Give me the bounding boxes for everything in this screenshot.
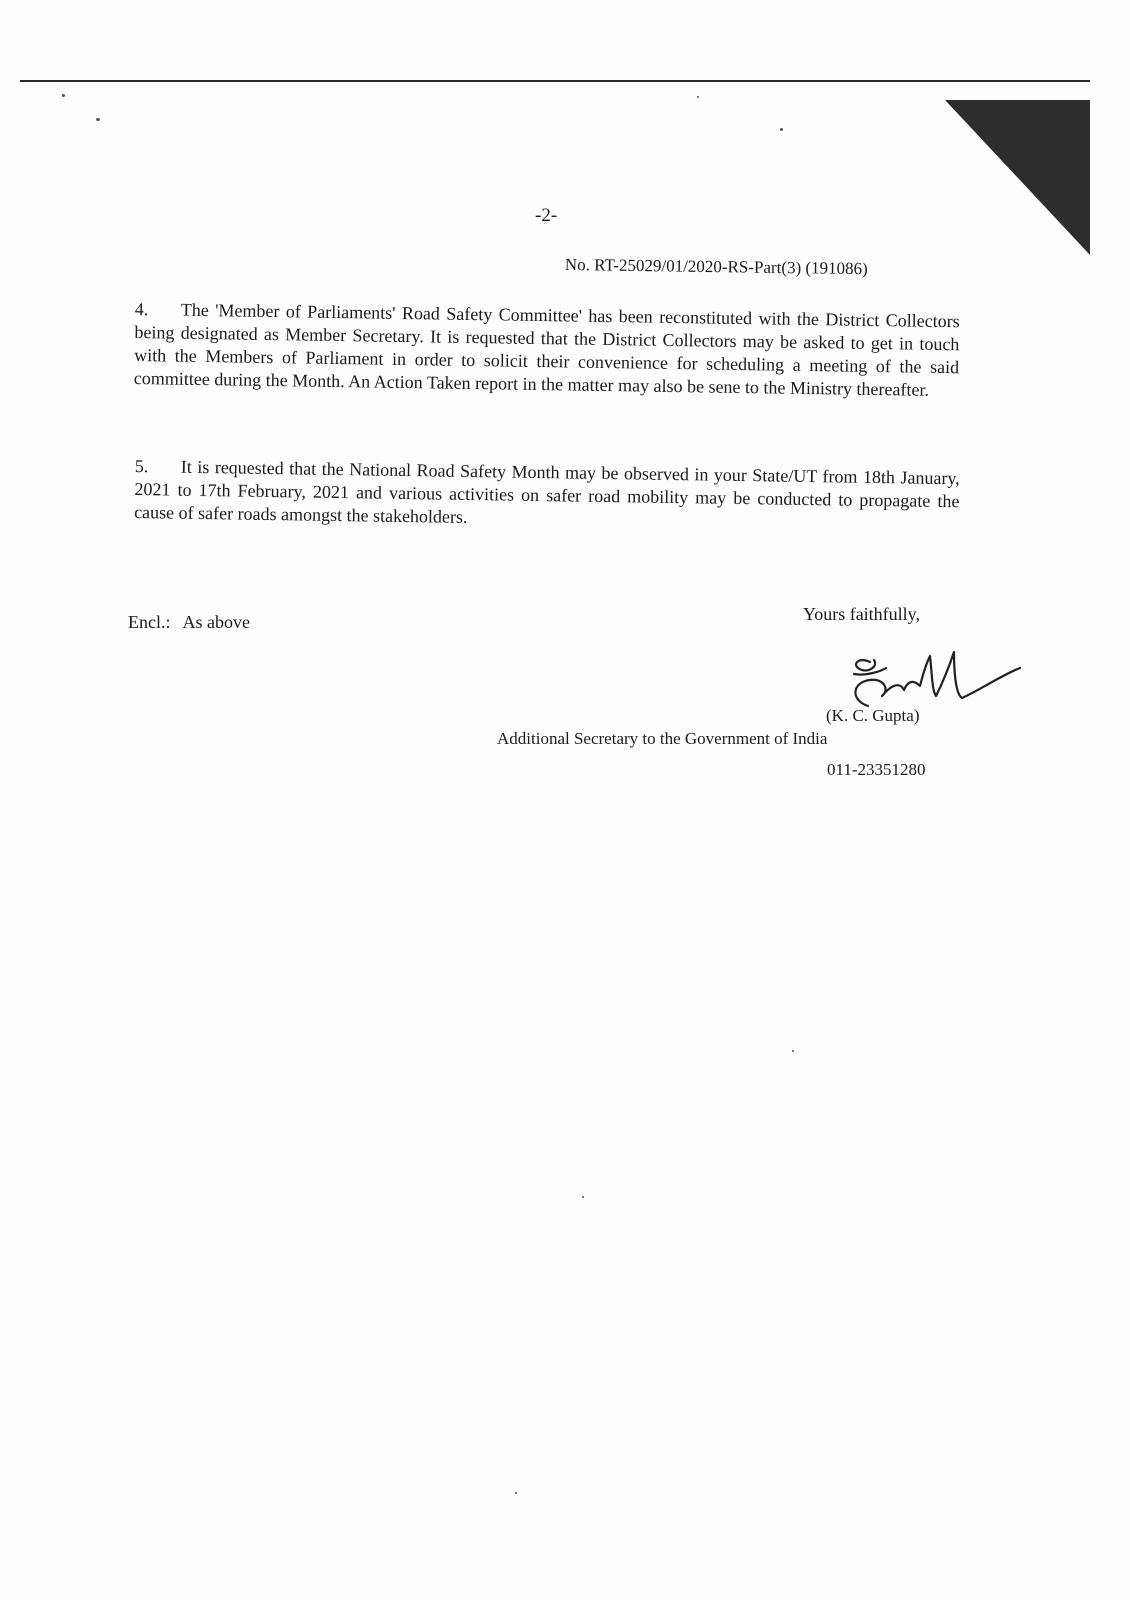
scan-corner-mark: [945, 100, 1090, 255]
scan-speck: [697, 96, 699, 98]
page-number: -2-: [535, 205, 558, 226]
scan-speck: [792, 1050, 794, 1052]
enclosure-line: [128, 612, 250, 633]
signatory-name: (K. C. Gupta): [826, 706, 920, 725]
paragraph-number: 5.: [134, 455, 149, 477]
signatory-designation: Additional Secretary to the Government of India: [497, 729, 828, 748]
closing-salutation: Yours faithfully,: [803, 604, 921, 624]
reference-number: No. RT-25029/01/2020-RS-Part(3) (191086): [564, 255, 868, 279]
scan-speck: [582, 1196, 584, 1198]
scan-speck: [515, 1492, 517, 1494]
paragraph-5: [134, 455, 960, 536]
scan-speck: [62, 94, 65, 97]
paragraph-text: The 'Member of Parliaments' Road Safety Committee' has been reconstituted with the District Collectors being designated as Member Secretary. It is requested that the District Collectors may be asked to get in touch with the Members of Parliament in order to solicit their convenience for scheduling a meeting of the said committee during the Month. An Action Taken report in the matter may also be sene to the Ministry thereafter.: [133, 299, 960, 400]
paragraph-4: [134, 298, 960, 402]
paragraph-number: 4.: [134, 298, 149, 320]
scan-top-border: [20, 80, 1090, 82]
enclosure-value: As above: [182, 612, 250, 632]
scan-speck: [96, 118, 100, 121]
enclosure-label: Encl.:: [128, 612, 171, 632]
paragraph-text: It is requested that the National Road Safety Month may be observed in your State/UT from 18th January, 2021 to 17th February, 2021 and various activities on safer road mobility may be conducted to propagate the cause of safer roads amongst the stakeholders.: [134, 456, 960, 527]
scan-speck: [780, 128, 783, 131]
signatory-phone: 011-23351280: [827, 760, 926, 779]
